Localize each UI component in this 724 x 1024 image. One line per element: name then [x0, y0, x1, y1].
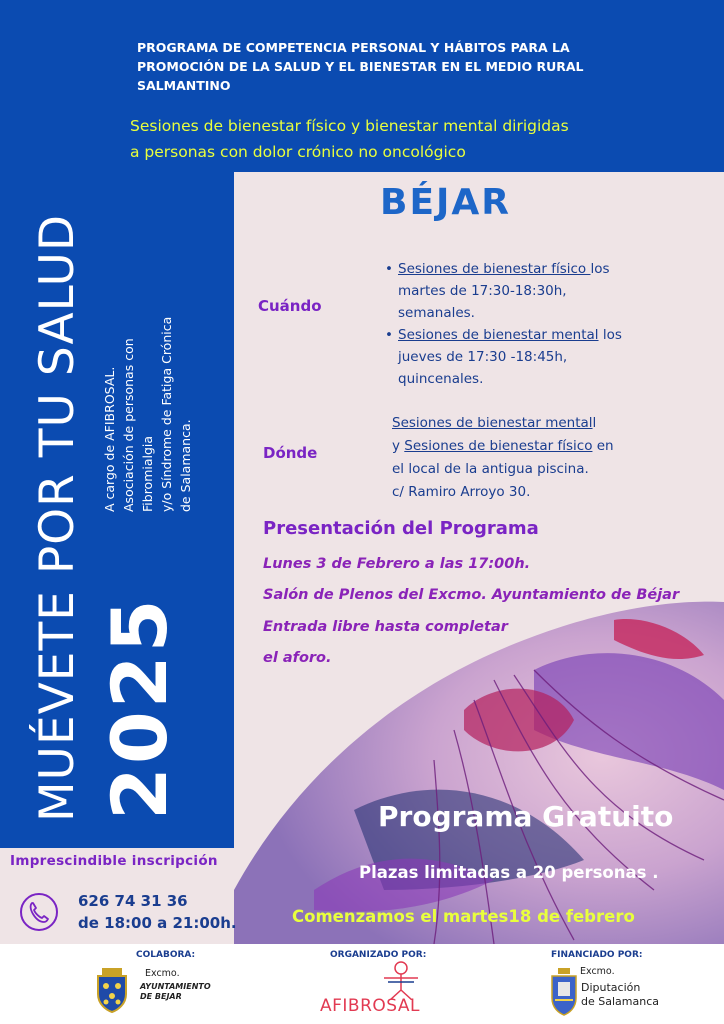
- where-text: l: [592, 415, 597, 431]
- list-item: [385, 324, 715, 390]
- subtitle-line: a personas con dolor crónico no oncológico: [130, 143, 466, 161]
- where-details: [392, 412, 717, 504]
- where-line: [392, 412, 717, 435]
- subtitle: [130, 113, 720, 165]
- bejar-coat-of-arms-icon: [92, 966, 132, 1014]
- mental-sessions-link[interactable]: Sesiones de bienestar mental: [392, 415, 593, 431]
- presentation-entry: Entrada libre hasta completar: [263, 619, 508, 635]
- start-date-note: Comenzamos el martes18 de febrero: [292, 907, 635, 926]
- funded-label: FINANCIADO POR:: [551, 950, 643, 960]
- salamanca-coat-of-arms-icon: [549, 966, 579, 1016]
- bullet-icon: •: [385, 261, 393, 277]
- province-name-line: Diputación: [581, 981, 641, 994]
- province-prefix: Excmo.: [580, 966, 615, 977]
- list-item-text: semanales.: [398, 305, 475, 321]
- where-text: y: [392, 438, 405, 454]
- campaign-title: MUÉVETE POR TU SALUD: [30, 213, 85, 822]
- organizer-credit: [100, 317, 195, 512]
- presentation-entry: el aforo.: [263, 650, 332, 666]
- presentation-title: Presentación del Programa: [263, 518, 539, 539]
- organized-label: ORGANIZADO POR:: [330, 950, 427, 960]
- list-item-text: jueves de 17:30 -18:45h,: [398, 349, 568, 365]
- credit-line: y/o Síndrome de Fatiga Crónica: [159, 316, 174, 512]
- where-line: c/ Ramiro Arroyo 30.: [392, 484, 531, 500]
- afibrosal-figure-icon: [376, 960, 426, 1000]
- program-heading-line: PROGRAMA DE COMPETENCIA PERSONAL Y HÁBITOS PARA LA: [137, 40, 570, 55]
- program-heading: [137, 38, 697, 95]
- phone-icon: [20, 893, 58, 931]
- province-name-line: de Salamanca: [581, 995, 659, 1008]
- phone-hours: de 18:00 a 21:00h.: [78, 914, 237, 932]
- subtitle-line: Sesiones de bienestar físico y bienestar mental dirigidas: [130, 117, 569, 135]
- when-label: Cuándo: [258, 297, 322, 315]
- bullet-icon: •: [385, 327, 393, 343]
- physical-sessions-link[interactable]: Sesiones de bienestar físico: [404, 438, 593, 454]
- council-name: [140, 982, 211, 1002]
- where-label: Dónde: [263, 444, 318, 462]
- where-text: en: [592, 438, 614, 454]
- council-prefix: Excmo.: [145, 968, 180, 979]
- limited-places-note: Plazas limitadas a 20 personas .: [359, 863, 659, 882]
- where-line: el local de la antigua piscina.: [392, 461, 589, 477]
- when-list: [385, 258, 715, 390]
- phone-number[interactable]: 626 74 31 36: [78, 892, 188, 910]
- collaborates-label: COLABORA:: [136, 950, 196, 960]
- physical-sessions-link[interactable]: Sesiones de bienestar físico: [398, 261, 591, 277]
- list-item-text: los: [598, 327, 622, 343]
- free-program-banner: Programa Gratuito: [378, 800, 674, 833]
- list-item-text: quincenales.: [398, 371, 484, 387]
- council-name-line: DE BEJAR: [140, 992, 182, 1001]
- inscription-label: Imprescindible inscripción: [10, 853, 218, 869]
- credit-line: de Salamanca.: [178, 419, 193, 512]
- credit-line: Asociación de personas con: [121, 338, 136, 512]
- credit-line: A cargo de AFIBROSAL.: [102, 366, 117, 512]
- credit-line: Fibromialgia: [140, 435, 155, 512]
- town-title: BÉJAR: [380, 182, 512, 223]
- where-line: [392, 435, 717, 458]
- afibrosal-logo: AFIBROSAL: [320, 996, 420, 1016]
- campaign-year: 2025: [95, 596, 184, 820]
- presentation-place: Salón de Plenos del Excmo. Ayuntamiento de Béjar: [263, 587, 680, 603]
- jellyfish-artwork: [234, 560, 724, 944]
- program-heading-line: SALMANTINO: [137, 78, 231, 93]
- list-item-text: martes de 17:30-18:30h,: [398, 283, 567, 299]
- province-name: [581, 981, 659, 1009]
- list-item-text: los: [590, 261, 610, 277]
- mental-sessions-link[interactable]: Sesiones de bienestar mental: [398, 327, 599, 343]
- program-heading-line: PROMOCIÓN DE LA SALUD Y EL BIENESTAR EN EL MEDIO RURAL: [137, 59, 584, 74]
- presentation-date: Lunes 3 de Febrero a las 17:00h.: [263, 556, 531, 572]
- council-name-line: AYUNTAMIENTO: [140, 982, 211, 991]
- list-item: [385, 258, 715, 324]
